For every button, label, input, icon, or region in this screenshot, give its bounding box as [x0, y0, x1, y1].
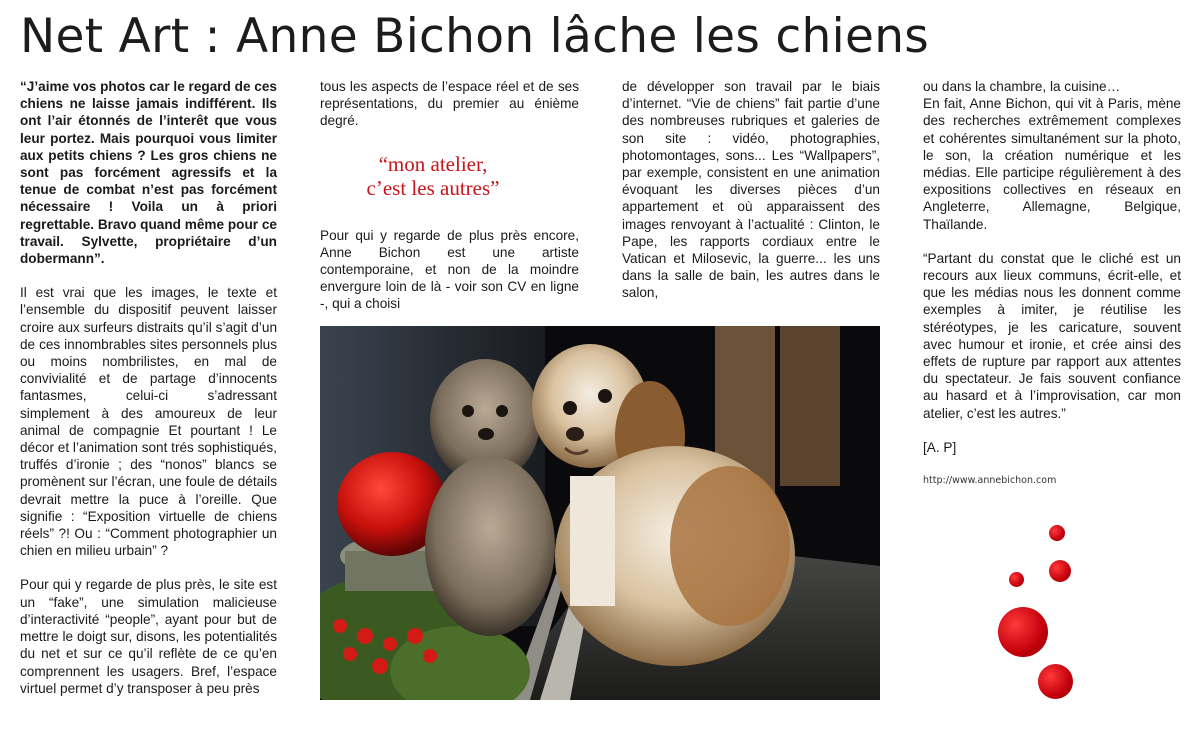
dogs-photo [320, 326, 880, 700]
column-2 [320, 78, 579, 330]
article-title: Net Art : Anne Bichon lâche les chiens [20, 9, 930, 64]
paragraph-2: Pour qui y regarde de plus près, le site est un “fake”, une simulation malicieuse d’interactivité “people”, ayant pour but de mettre le doigt sur, disons, les potentialités du net et sur ce qu’il reflète de ce qu’en comprennent les usagers. Bref, l’espace virtuel permet d’y transposer à peu près [20, 577, 277, 696]
decorative-dot [1049, 560, 1071, 582]
paragraph-6: ou dans la chambre, la cuisine… En fait, Anne Bichon, qui vit à Paris, mène des recherches extrêmement complexes et cohérentes simultanément sur la photo, le son, la création numérique et les médias. Elle participe régulièrement à des expositions collectives en réseaux en Angleterre, Allemagne, Belgique, Thaïlande. [923, 79, 1181, 232]
reader-quote: “J’aime vos photos car le regard de ces chiens ne laisse jamais indifférent. Ils ont l’air étonnés de l’interêt que vous leur portez. Mais pourquoi vous limiter aux petits chiens ? Les gros chiens ne sont pas forcément agressifs et la tenue de combat n’est pas forcément nécessaire ! Voila un à priori regrettable. Bravo quand même pour ce travail. Sylvette, propriétaire d’un dobermann”. [20, 79, 277, 267]
column-4 [923, 78, 1181, 473]
pull-quote-line-2: c’est les autres” [366, 176, 500, 200]
pull-quote-line-1: “mon atelier, [378, 152, 488, 176]
decorative-dot [1038, 664, 1073, 699]
paragraph-1: Il est vrai que les images, le texte et l’ensemble du dispositif peuvent laisser croire aux surfeurs distraits qu’il s’agit d’un de ces innombrables sites personnels plus ou moins nombrilistes, en mal de convivialité et de partage d’innocents fantasmes, celui-ci s’adressant simplement à des amoureux de leur animal de compagnie Et pourtant ! Le décor et l’animation sont trés sophistiqués, truffés d’ironie ; des “nonos” blancs se promènent sur l’écran, une foule de détails devrait mettre la puce à l’oreille. Que signifie : “Exposition virtuelle de chiens réels” ?! Ou : “Comment photographier un chien en milieu urbain” ? [20, 285, 277, 559]
decorative-dot [1009, 572, 1024, 587]
paragraph-4: Pour qui y regarde de plus près encore, Anne Bichon est une artiste contemporaine, et non de la moindre envergure loin de là - voir son CV en ligne -, qui a choisi [320, 227, 579, 312]
paragraph-7: “Partant du constat que le cliché est un recours aux lieux communs, écrit-elle, et que les médias nous les donnent comme exemples à imiter, je réutilise les stéréotypes, je les caricature, souvent avec humour et ironie, et crée ainsi des effets de rupture par rapport aux attentes du spectateur. Je fais souvent confiance au hasard et à l’improvisation, car mon atelier, c’est les autres.” [923, 250, 1181, 421]
column-3 [622, 78, 880, 319]
paragraph-5: de développer son travail par le biais d’internet. “Vie de chiens” fait partie d’une des nombreuses rubriques et galeries de son site : vidéo, photographies, photomontages, sons... Les “Wallpapers”, par exemple, consistent en une animation évoquant les diverses pièces d’un appartement et où apparaissent des images renvoyant à l’actualité : Clinton, le Pape, les rapports cordiaux entre le Vatican et Milosevic, la guerre... les uns dans la salle de bain, les autres dans le salon, [622, 79, 880, 301]
decorative-dot [998, 607, 1048, 657]
website-url[interactable]: http://www.annebichon.com [923, 475, 1057, 486]
column-1 [20, 78, 277, 714]
decorative-dot [1049, 525, 1065, 541]
pull-quote [333, 152, 533, 200]
paragraph-3: tous les aspects de l’espace réel et de ses représentations, du premier au énième degré. [320, 79, 579, 129]
author-signature: [A. P] [923, 439, 957, 455]
